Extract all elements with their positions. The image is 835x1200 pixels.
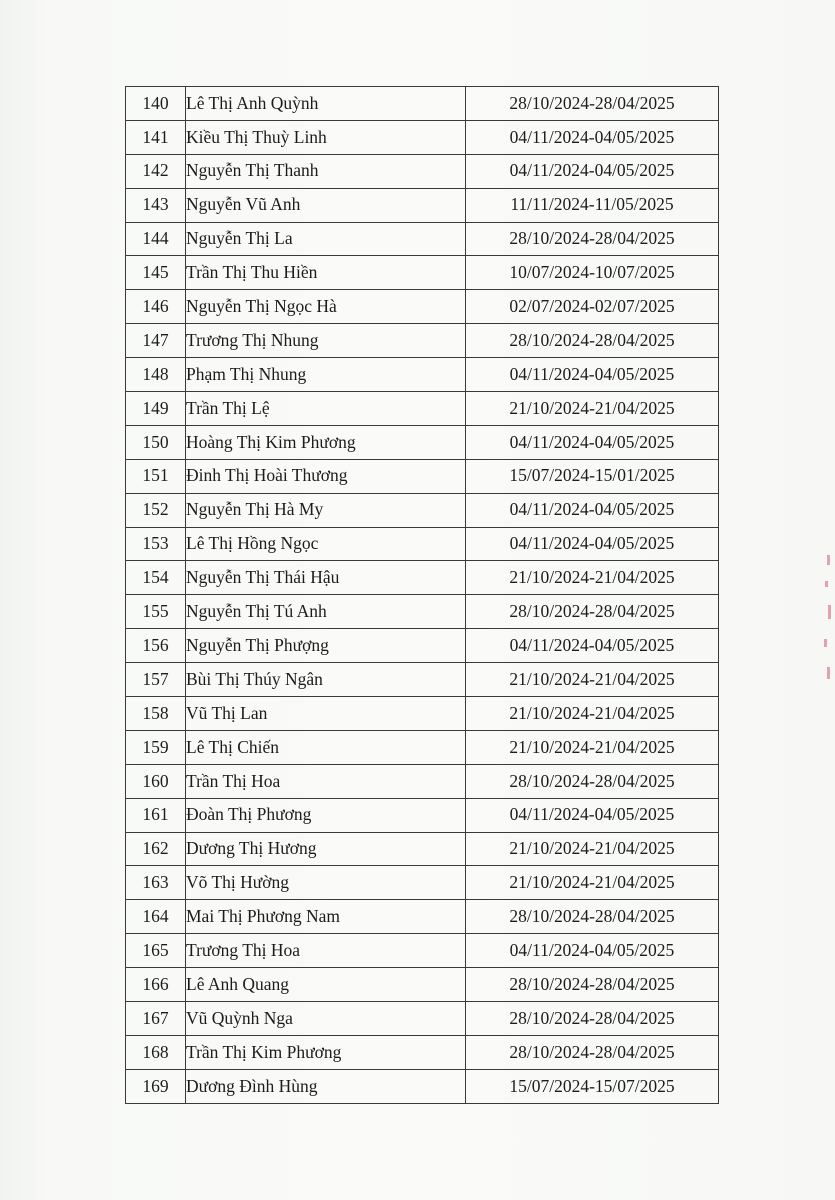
table-row [126, 697, 719, 731]
table-row [126, 493, 719, 527]
employee-name: Nguyễn Thị Thanh [186, 154, 466, 188]
row-number: 141 [126, 120, 186, 154]
table-row [126, 1002, 719, 1036]
row-number: 157 [126, 663, 186, 697]
employee-name: Lê Thị Anh Quỳnh [186, 87, 466, 121]
row-number: 142 [126, 154, 186, 188]
contract-period: 21/10/2024-21/04/2025 [466, 561, 719, 595]
employee-name: Đoàn Thị Phương [186, 798, 466, 832]
row-number: 167 [126, 1002, 186, 1036]
employee-name: Dương Đình Hùng [186, 1069, 466, 1103]
row-number: 152 [126, 493, 186, 527]
staff-table [125, 86, 719, 1104]
table-row [126, 188, 719, 222]
row-number: 153 [126, 527, 186, 561]
row-number: 158 [126, 697, 186, 731]
row-number: 163 [126, 866, 186, 900]
employee-name: Nguyễn Vũ Anh [186, 188, 466, 222]
employee-name: Vũ Quỳnh Nga [186, 1002, 466, 1036]
row-number: 145 [126, 256, 186, 290]
contract-period: 02/07/2024-02/07/2025 [466, 290, 719, 324]
contract-period: 21/10/2024-21/04/2025 [466, 730, 719, 764]
contract-period: 04/11/2024-04/05/2025 [466, 154, 719, 188]
table-row [126, 900, 719, 934]
contract-period: 21/10/2024-21/04/2025 [466, 866, 719, 900]
row-number: 147 [126, 324, 186, 358]
table-row [126, 934, 719, 968]
stamp-fragment [821, 555, 835, 685]
table-row [126, 832, 719, 866]
contract-period: 21/10/2024-21/04/2025 [466, 697, 719, 731]
row-number: 156 [126, 629, 186, 663]
contract-period: 28/10/2024-28/04/2025 [466, 324, 719, 358]
row-number: 146 [126, 290, 186, 324]
contract-period: 21/10/2024-21/04/2025 [466, 832, 719, 866]
employee-name: Dương Thị Hương [186, 832, 466, 866]
row-number: 143 [126, 188, 186, 222]
staff-table-body [126, 87, 719, 1104]
table-row [126, 968, 719, 1002]
employee-name: Phạm Thị Nhung [186, 358, 466, 392]
table-row [126, 222, 719, 256]
table-row [126, 87, 719, 121]
row-number: 148 [126, 358, 186, 392]
row-number: 161 [126, 798, 186, 832]
table-row [126, 358, 719, 392]
employee-name: Lê Anh Quang [186, 968, 466, 1002]
contract-period: 04/11/2024-04/05/2025 [466, 425, 719, 459]
table-row [126, 324, 719, 358]
employee-name: Lê Thị Chiến [186, 730, 466, 764]
contract-period: 04/11/2024-04/05/2025 [466, 120, 719, 154]
table-row [126, 256, 719, 290]
row-number: 159 [126, 730, 186, 764]
table-row [126, 154, 719, 188]
contract-period: 28/10/2024-28/04/2025 [466, 87, 719, 121]
row-number: 165 [126, 934, 186, 968]
row-number: 144 [126, 222, 186, 256]
employee-name: Nguyễn Thị La [186, 222, 466, 256]
employee-name: Đinh Thị Hoài Thương [186, 459, 466, 493]
contract-period: 04/11/2024-04/05/2025 [466, 629, 719, 663]
employee-name: Trương Thị Nhung [186, 324, 466, 358]
contract-period: 04/11/2024-04/05/2025 [466, 934, 719, 968]
table-row [126, 527, 719, 561]
contract-period: 28/10/2024-28/04/2025 [466, 764, 719, 798]
table-row [126, 561, 719, 595]
contract-period: 28/10/2024-28/04/2025 [466, 595, 719, 629]
row-number: 140 [126, 87, 186, 121]
table-row [126, 1035, 719, 1069]
table-row [126, 595, 719, 629]
employee-name: Nguyễn Thị Ngọc Hà [186, 290, 466, 324]
contract-period: 21/10/2024-21/04/2025 [466, 663, 719, 697]
row-number: 149 [126, 392, 186, 426]
contract-period: 28/10/2024-28/04/2025 [466, 968, 719, 1002]
row-number: 150 [126, 425, 186, 459]
contract-period: 04/11/2024-04/05/2025 [466, 527, 719, 561]
contract-period: 28/10/2024-28/04/2025 [466, 222, 719, 256]
table-row [126, 629, 719, 663]
row-number: 168 [126, 1035, 186, 1069]
employee-name: Lê Thị Hồng Ngọc [186, 527, 466, 561]
employee-name: Bùi Thị Thúy Ngân [186, 663, 466, 697]
employee-name: Vũ Thị Lan [186, 697, 466, 731]
table-row [126, 730, 719, 764]
table-row [126, 663, 719, 697]
table-row [126, 425, 719, 459]
table-row [126, 392, 719, 426]
employee-name: Trần Thị Thu Hiền [186, 256, 466, 290]
row-number: 164 [126, 900, 186, 934]
employee-name: Kiều Thị Thuỳ Linh [186, 120, 466, 154]
table-row [126, 459, 719, 493]
table-row [126, 290, 719, 324]
employee-name: Trần Thị Hoa [186, 764, 466, 798]
employee-name: Hoàng Thị Kim Phương [186, 425, 466, 459]
row-number: 160 [126, 764, 186, 798]
contract-period: 15/07/2024-15/01/2025 [466, 459, 719, 493]
contract-period: 21/10/2024-21/04/2025 [466, 392, 719, 426]
table-row [126, 1069, 719, 1103]
row-number: 154 [126, 561, 186, 595]
contract-period: 10/07/2024-10/07/2025 [466, 256, 719, 290]
contract-period: 15/07/2024-15/07/2025 [466, 1069, 719, 1103]
table-row [126, 120, 719, 154]
employee-name: Nguyễn Thị Tú Anh [186, 595, 466, 629]
contract-period: 04/11/2024-04/05/2025 [466, 358, 719, 392]
employee-name: Trần Thị Kim Phương [186, 1035, 466, 1069]
row-number: 162 [126, 832, 186, 866]
row-number: 166 [126, 968, 186, 1002]
contract-period: 11/11/2024-11/05/2025 [466, 188, 719, 222]
employee-name: Trương Thị Hoa [186, 934, 466, 968]
row-number: 155 [126, 595, 186, 629]
employee-name: Nguyễn Thị Hà My [186, 493, 466, 527]
table-row [126, 798, 719, 832]
employee-name: Trần Thị Lệ [186, 392, 466, 426]
contract-period: 04/11/2024-04/05/2025 [466, 798, 719, 832]
contract-period: 28/10/2024-28/04/2025 [466, 1035, 719, 1069]
employee-name: Mai Thị Phương Nam [186, 900, 466, 934]
table-row [126, 866, 719, 900]
employee-name: Nguyễn Thị Phượng [186, 629, 466, 663]
row-number: 151 [126, 459, 186, 493]
contract-period: 28/10/2024-28/04/2025 [466, 900, 719, 934]
contract-period: 04/11/2024-04/05/2025 [466, 493, 719, 527]
table-row [126, 764, 719, 798]
employee-name: Nguyễn Thị Thái Hậu [186, 561, 466, 595]
row-number: 169 [126, 1069, 186, 1103]
employee-name: Võ Thị Hường [186, 866, 466, 900]
contract-period: 28/10/2024-28/04/2025 [466, 1002, 719, 1036]
